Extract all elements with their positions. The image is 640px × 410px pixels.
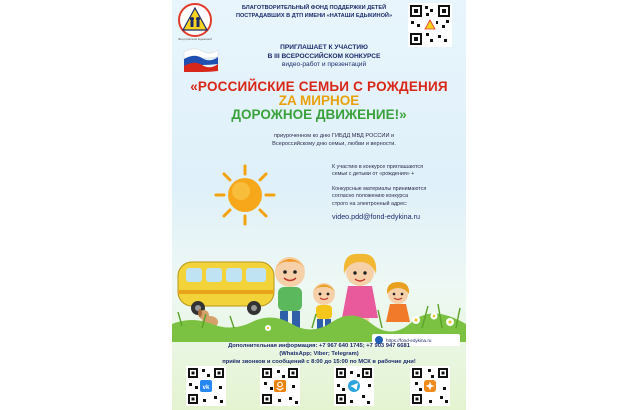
materials-info: Конкурсные материалы принимаются согласно положению конкурса строго на электронный адрес: — [332, 186, 427, 207]
russian-flag-icon — [182, 46, 220, 72]
father-figure-icon — [275, 257, 305, 329]
family-illustration — [172, 236, 466, 342]
fund-name: БЛАГОТВОРИТЕЛЬНЫЙ ФОНД ПОДДЕРЖКИ ДЕТЕЙ ПОСТРАДАВШИХ В ДТП ИМЕНИ «НАТАШИ ЕДЫКИНОЙ» — [235, 5, 393, 19]
fund-logo-icon — [178, 3, 212, 37]
girl-figure-icon — [386, 282, 410, 322]
bus-icon — [178, 262, 274, 315]
dedication-text: приуроченном ко дню ГИБДД МВД РОССИИ и Всероссийскому дню семьи, любви и верности. — [272, 133, 396, 148]
sun-icon — [212, 162, 278, 228]
invite-text: ПРИГЛАШАЕТ К УЧАСТИЮ В III ВСЕРОССИЙСКОМ КОНКУРСЕ видео-работ и презентаций — [267, 44, 381, 69]
logo-caption: Фонд Наташи Едыкиной — [178, 37, 212, 41]
contest-email[interactable]: video.pdd@fond-edykina.ru — [332, 212, 421, 221]
title-line-3: ДОРОЖНОЕ ДВИЖЕНИЕ!» — [231, 107, 407, 123]
svg-text:vk: vk — [202, 385, 210, 391]
qr-code-ok-icon — [260, 366, 300, 406]
poster — [172, 0, 466, 410]
qr-code-vk-icon — [186, 366, 226, 406]
qr-code-top-icon — [408, 3, 452, 47]
contest-title — [176, 80, 462, 123]
participants-info: К участию в конкурсе приглашаются семьи с детьми от «рождения» + — [332, 164, 424, 178]
contacts-info: Дополнительная информация: +7 967 640 1745; +7 903 947 6681 (WhatsApp; Viber; Telegram) приём звонков и сообщений с 8:00 до 15:00 по МСК в рабочие дни! — [222, 343, 416, 365]
title-line-1: «РОССИЙСКИЕ СЕМЬИ С РОЖДЕНИЯ — [190, 79, 448, 94]
title-line-2: ZA МИРНОЕ — [278, 93, 360, 109]
qr-code-zen-icon — [410, 366, 450, 406]
website-badge[interactable]: https://fond-edykina.ru — [372, 334, 460, 346]
qr-code-telegram-icon — [334, 366, 374, 406]
